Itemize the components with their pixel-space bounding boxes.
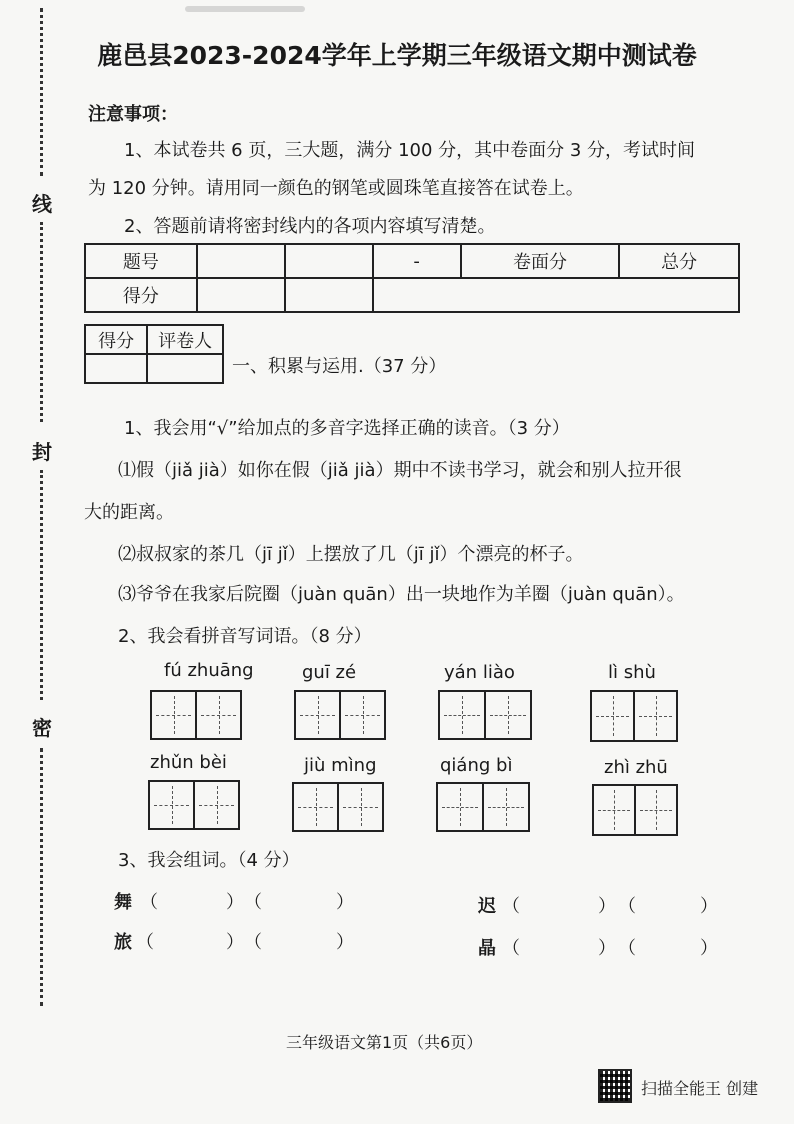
- seal-line-dots: [40, 222, 43, 422]
- scan-smudge: [185, 6, 305, 12]
- writing-cell[interactable]: [440, 692, 486, 738]
- word-char: 旅: [114, 932, 132, 953]
- page-footer: 三年级语文第1页（共6页）: [286, 1033, 483, 1052]
- scanner-brand: 扫描全能王 创建: [641, 1079, 759, 1098]
- writing-grid[interactable]: [294, 690, 386, 740]
- pinyin-label: guī zé: [302, 662, 357, 683]
- writing-cell[interactable]: [484, 784, 528, 830]
- writing-cell[interactable]: [294, 784, 339, 830]
- score-table-score-label: 得分: [85, 278, 197, 312]
- notice-item1-line2: 为 120 分钟。请用同一颜色的钢笔或圆珠笔直接答在试卷上。: [88, 178, 584, 199]
- paren-open: （: [502, 896, 520, 917]
- writing-cell[interactable]: [296, 692, 341, 738]
- paren-open: （: [618, 938, 636, 959]
- writing-cell[interactable]: [341, 692, 384, 738]
- notice-item1-line1: 1、本试卷共 6 页，三大题，满分 100 分，其中卷面分 3 分，考试时间: [124, 140, 696, 161]
- seal-line-dots: [40, 748, 43, 1006]
- writing-cell[interactable]: [438, 784, 484, 830]
- q1-title: 1、我会用“√”给加点的多音字选择正确的读音。（3 分）: [124, 418, 570, 439]
- pinyin-label: fú zhuāng: [164, 660, 254, 681]
- writing-grid[interactable]: [592, 784, 678, 836]
- paren-close: ）: [226, 892, 244, 913]
- paren-close: ）: [700, 938, 718, 959]
- paren-open: （: [244, 892, 262, 913]
- writing-cell[interactable]: [195, 782, 238, 828]
- pinyin-label: jiù mìng: [304, 755, 377, 776]
- paren-open: （: [244, 932, 262, 953]
- score-table: [84, 243, 740, 313]
- pinyin-label: zhǔn bèi: [150, 752, 227, 773]
- pinyin-label: qiáng bì: [440, 755, 513, 776]
- writing-grid[interactable]: [436, 782, 530, 832]
- writing-cell[interactable]: [594, 786, 636, 834]
- q2-title: 2、我会看拼音写词语。（8 分）: [118, 626, 372, 647]
- writing-grid[interactable]: [292, 782, 384, 832]
- pinyin-label: yán liào: [444, 662, 515, 683]
- paren-open: （: [618, 896, 636, 917]
- grader-score-cell[interactable]: [85, 354, 147, 383]
- writing-cell[interactable]: [339, 784, 382, 830]
- paren-open: （: [502, 938, 520, 959]
- word-char: 迟: [478, 896, 496, 917]
- paren-close: ）: [598, 896, 616, 917]
- pinyin-label: lì shù: [608, 662, 656, 683]
- score-table-cell[interactable]: [285, 278, 373, 312]
- seal-label-line: 线: [32, 192, 52, 216]
- seal-line-dots: [40, 470, 43, 700]
- paren-close: ）: [336, 932, 354, 953]
- paren-open: （: [136, 932, 154, 953]
- seal-label-seal: 封: [32, 440, 52, 464]
- section1-title: 一、积累与运用.（37 分）: [232, 356, 447, 377]
- score-table-total-label: 总分: [619, 244, 739, 278]
- seal-line-dots: [40, 8, 43, 176]
- notice-item2: 2、答题前请将密封线内的各项内容填写清楚。: [124, 216, 496, 237]
- writing-grid[interactable]: [150, 690, 242, 740]
- writing-grid[interactable]: [438, 690, 532, 740]
- score-table-paper-label: 卷面分: [461, 244, 620, 278]
- q1-item2: ⑵叔叔家的茶几（jī jǐ）上摆放了几（jī jǐ）个漂亮的杯子。: [118, 544, 584, 565]
- score-table-header-label: 题号: [85, 244, 197, 278]
- writing-cell[interactable]: [150, 782, 195, 828]
- pinyin-label: zhì zhū: [604, 757, 668, 778]
- exam-title: 鹿邑县2023-2024学年上学期三年级语文期中测试卷: [97, 41, 697, 70]
- qr-code-icon: [598, 1069, 632, 1103]
- word-char: 舞: [114, 892, 132, 913]
- q1-item1-line2: 大的距离。: [84, 502, 174, 523]
- grader-score-label: 得分: [85, 325, 147, 354]
- q1-item1-line1: ⑴假（jiǎ jià）如你在假（jiǎ jià）期中不读书学习，就会和别人拉开很: [118, 460, 682, 481]
- notice-heading: 注意事项：: [88, 104, 178, 125]
- writing-grid[interactable]: [590, 690, 678, 742]
- score-table-cell[interactable]: [197, 244, 285, 278]
- writing-cell[interactable]: [486, 692, 530, 738]
- writing-cell[interactable]: [152, 692, 197, 738]
- paren-close: ）: [226, 932, 244, 953]
- word-char: 晶: [478, 938, 496, 959]
- writing-cell[interactable]: [636, 786, 676, 834]
- seal-label-secret: 密: [32, 716, 52, 740]
- writing-cell[interactable]: [592, 692, 635, 740]
- q3-title: 3、我会组词。（4 分）: [118, 850, 300, 871]
- paren-close: ）: [336, 892, 354, 913]
- paren-open: （: [140, 892, 158, 913]
- score-table-cell[interactable]: [197, 278, 285, 312]
- grader-table: [84, 324, 224, 384]
- writing-cell[interactable]: [197, 692, 240, 738]
- grader-name-label: 评卷人: [147, 325, 223, 354]
- score-table-cell[interactable]: [373, 278, 739, 312]
- paren-close: ）: [598, 938, 616, 959]
- writing-grid[interactable]: [148, 780, 240, 830]
- score-table-cell[interactable]: [285, 244, 373, 278]
- q1-item3: ⑶爷爷在我家后院圈（juàn quān）出一块地作为羊圈（juàn quān）。: [118, 584, 685, 605]
- grader-name-cell[interactable]: [147, 354, 223, 383]
- writing-cell[interactable]: [635, 692, 676, 740]
- paren-close: ）: [700, 896, 718, 917]
- score-table-dash: -: [373, 244, 461, 278]
